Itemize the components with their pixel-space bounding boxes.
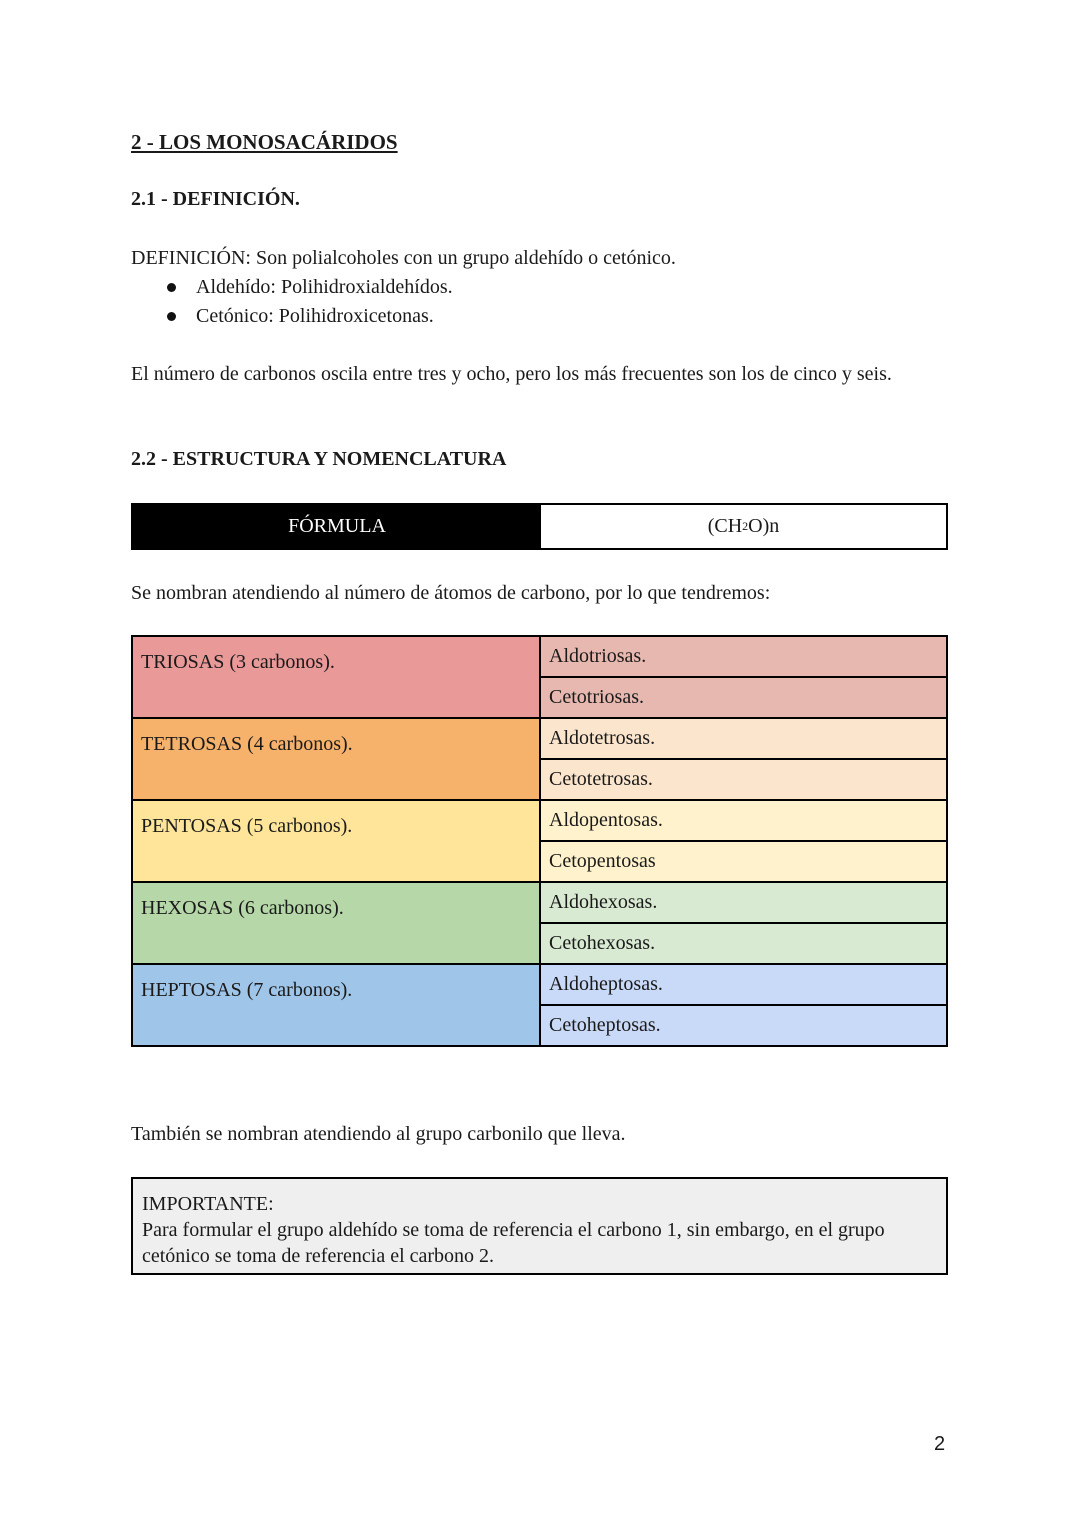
group-cell: TETROSAS (4 carbonos). <box>132 718 540 800</box>
group-cell: HEXOSAS (6 carbonos). <box>132 882 540 964</box>
formula-box <box>131 503 948 550</box>
bullet-dot-icon <box>167 283 176 292</box>
bullet-text: Aldehído: Polihidroxialdehídos. <box>196 276 453 298</box>
section-title-estructura: 2.2 - ESTRUCTURA Y NOMENCLATURA <box>131 448 507 470</box>
table-row <box>132 964 947 1005</box>
formula-subscript: 2 <box>742 519 749 533</box>
formula-suffix: O)n <box>748 515 780 537</box>
carbonyl-note: También se nombran atendiendo al grupo carbonilo que lleva. <box>131 1123 626 1145</box>
subtype-cell: Aldopentosas. <box>540 800 947 841</box>
nomenclature-intro: Se nombran atendiendo al número de átomos de carbono, por lo que tendremos: <box>131 582 771 604</box>
subtype-cell: Cetoheptosas. <box>540 1005 947 1046</box>
subtype-cell: Aldohexosas. <box>540 882 947 923</box>
carbon-count-paragraph: El número de carbonos oscila entre tres y ocho, pero los más frecuentes son los de cinco y seis. <box>131 363 892 385</box>
bullet-text: Cetónico: Polihidroxicetonas. <box>196 305 434 327</box>
subtype-cell: Cetopentosas <box>540 841 947 882</box>
table-row <box>132 636 947 677</box>
table-row <box>132 718 947 759</box>
bullet-item <box>131 302 453 331</box>
important-note-box <box>131 1177 948 1275</box>
bullet-item <box>131 273 453 302</box>
formula-prefix: (CH <box>707 515 743 537</box>
subtype-cell: Aldoheptosas. <box>540 964 947 1005</box>
table-row <box>132 882 947 923</box>
important-title: IMPORTANTE: <box>142 1193 274 1215</box>
group-cell: HEPTOSAS (7 carbonos). <box>132 964 540 1046</box>
subtype-cell: Aldotriosas. <box>540 636 947 677</box>
group-cell: TRIOSAS (3 carbonos). <box>132 636 540 718</box>
page-title: 2 - LOS MONOSACÁRIDOS <box>131 130 398 154</box>
page-number: 2 <box>934 1433 946 1455</box>
subtype-cell: Aldotetrosas. <box>540 718 947 759</box>
definition-text: DEFINICIÓN: Son polialcoholes con un grupo aldehído o cetónico. <box>131 247 676 269</box>
definition-bullet-list <box>131 273 453 331</box>
subtype-cell: Cetotetrosas. <box>540 759 947 800</box>
formula-label: FÓRMULA <box>133 505 541 548</box>
subtype-cell: Cetotriosas. <box>540 677 947 718</box>
section-title-definicion: 2.1 - DEFINICIÓN. <box>131 188 300 210</box>
bullet-dot-icon <box>167 312 176 321</box>
subtype-cell: Cetohexosas. <box>540 923 947 964</box>
nomenclature-table <box>131 635 948 1047</box>
important-text: Para formular el grupo aldehído se toma de referencia el carbono 1, sin embargo, en el grupo cetónico se toma de referencia el carbono 2. <box>142 1219 885 1267</box>
group-cell: PENTOSAS (5 carbonos). <box>132 800 540 882</box>
formula-value <box>541 505 946 548</box>
table-row <box>132 800 947 841</box>
